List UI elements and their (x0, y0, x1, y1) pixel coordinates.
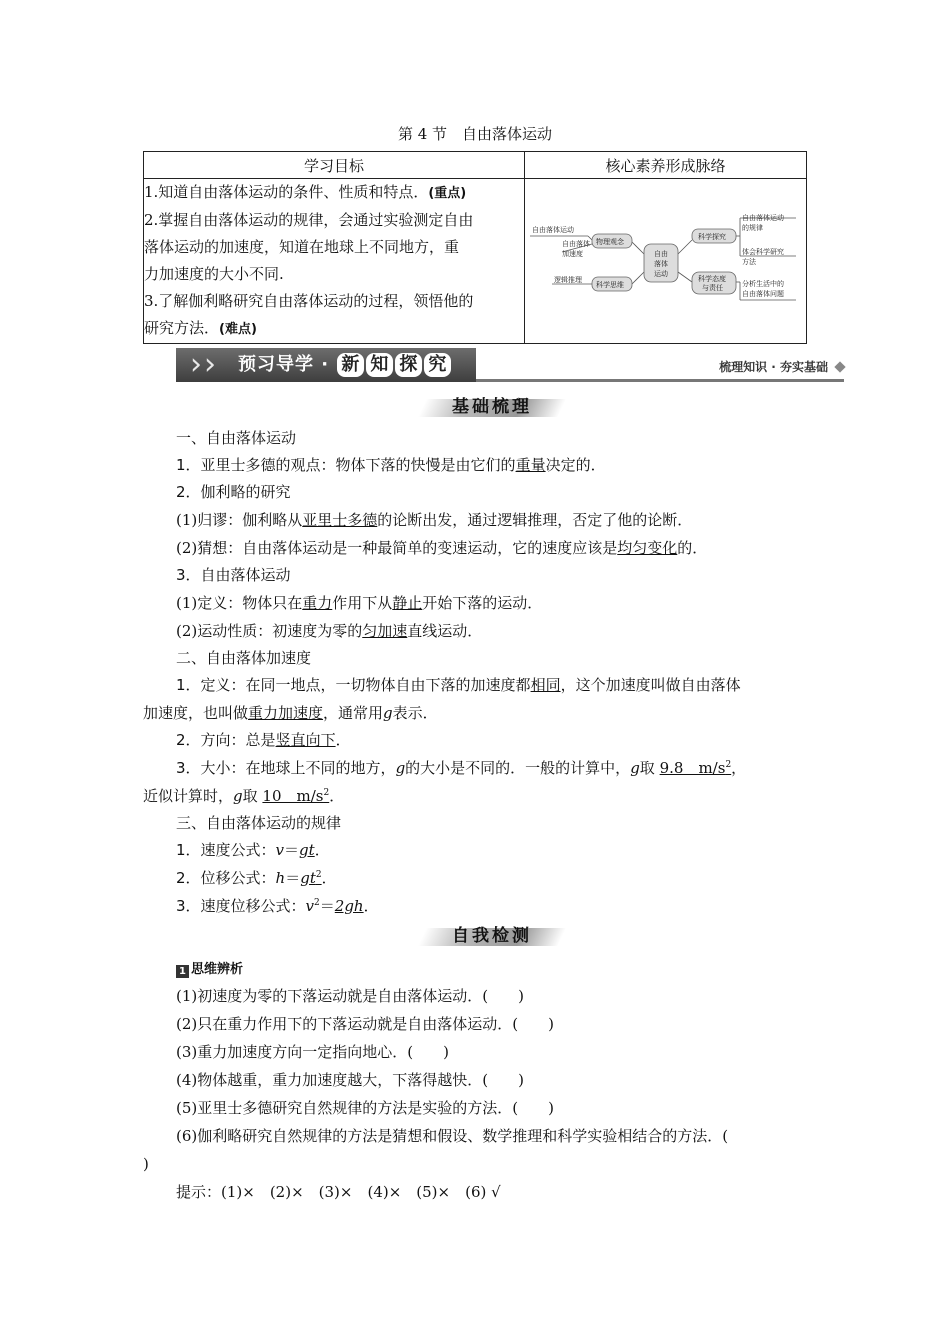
svg-text:科学思维: 科学思维 (596, 281, 624, 289)
paragraph: 1．定义：在同一地点，一切物体自由下落的加速度都相同，这个加速度叫做自由落体 (176, 676, 741, 694)
check-item: (6)伽利略研究自然规律的方法是猜想和假设、数学推理和科学实验相结合的方法．( (176, 1127, 729, 1145)
goal-line: 1.知道自由落体运动的条件、性质和特点．(重点) (144, 183, 467, 201)
formula-velocity-displacement: 3．速度位移公式：$v^2=2gh$． (176, 897, 379, 915)
svg-text:逻辑推理: 逻辑推理 (554, 276, 582, 284)
goal-line: 2.掌握自由落体运动的规律，会通过实验测定自由 (144, 211, 474, 229)
heading-1: 一、自由落体运动 (176, 429, 297, 447)
preview-banner (176, 348, 848, 386)
chevron-right-icon: › (204, 347, 216, 382)
banner-rule (476, 379, 844, 382)
svg-text:的规律: 的规律 (742, 224, 763, 232)
paragraph: 3．大小：在地球上不同的地方，g的大小是不同的．一般的计算中，g取 9.8 $m/s^2$， (176, 759, 747, 777)
goal-line: 3.了解伽利略研究自由落体运动的过程，领悟他的 (144, 292, 474, 310)
check-item: (2)只在重力作用下的下落运动就是自由落体运动．( ) (176, 1015, 554, 1033)
literacy-diagram (526, 184, 804, 334)
svg-text:体会科学研究: 体会科学研究 (742, 248, 784, 256)
formula-displacement: 2．位移公式：$h=gt^2$． (176, 869, 337, 887)
goal-line: 研究方法．(难点) (144, 319, 257, 337)
paragraph: 加速度，也叫做重力加速度，通常用g表示． (143, 704, 438, 722)
svg-text:自由落体运动: 自由落体运动 (742, 214, 784, 222)
check-item: (3)重力加速度方向一定指向地心．( ) (176, 1043, 449, 1061)
svg-text:方法: 方法 (742, 258, 756, 266)
banner-subtitle: 梳理知识 · 夯实基础 (719, 360, 828, 374)
learning-goals-header: 学习目标 (144, 152, 525, 179)
paragraph: (1)定义：物体只在重力作用下从静止开始下落的运动． (176, 594, 543, 612)
page-title: 第 4 节 自由落体运动 (397, 125, 553, 143)
heading-3: 三、自由落体运动的规律 (176, 814, 342, 832)
paragraph: (2)猜想：自由落体运动是一种最简单的变速运动，它的速度应该是均匀变化的． (176, 539, 708, 557)
check-item: (4)物体越重，重力加速度越大，下落得越快．( ) (176, 1071, 524, 1089)
learning-goals-cell (144, 179, 525, 344)
check-label: 1 思维辨析 (176, 960, 243, 980)
check-item: (5)亚里士多德研究自然规律的方法是实验的方法．( ) (176, 1099, 554, 1117)
svg-text:物理观念: 物理观念 (596, 238, 624, 246)
heading-2: 二、自由落体加速度 (176, 649, 312, 667)
svg-text:加速度: 加速度 (562, 250, 583, 258)
paragraph: 2．方向：总是竖直向下． (176, 731, 351, 749)
svg-text:落体: 落体 (654, 260, 668, 268)
banner-title: 预习导学 · 新 知 探 究 (238, 348, 452, 382)
core-literacy-header: 核心素养形成脉络 (525, 152, 807, 179)
section-heading-selfcheck: 自我检测 (422, 924, 562, 948)
svg-text:自由落体运动: 自由落体运动 (532, 226, 574, 234)
subheading: 2．伽利略的研究 (176, 483, 291, 501)
svg-text:与责任: 与责任 (702, 284, 723, 292)
svg-text:科学探究: 科学探究 (698, 233, 726, 241)
number-one-icon: 1 (176, 965, 189, 978)
svg-text:运动: 运动 (654, 270, 668, 278)
goal-line: 力加速度的大小不同. (144, 265, 284, 283)
paragraph: (1)归谬：伽利略从亚里士多德的论断出发，通过逻辑推理，否定了他的论断． (176, 511, 693, 529)
paragraph: 1．亚里士多德的观点：物体下落的快慢是由它们的重量决定的． (176, 456, 606, 474)
subheading: 3．自由落体运动 (176, 566, 291, 584)
check-item-tail: ) (143, 1155, 149, 1173)
svg-text:分析生活中的: 分析生活中的 (742, 280, 784, 288)
check-item: (1)初速度为零的下落运动就是自由落体运动．( ) (176, 987, 524, 1005)
goal-line: 落体运动的加速度，知道在地球上不同地方，重 (144, 238, 460, 256)
svg-text:科学态度: 科学态度 (698, 275, 726, 283)
chevron-right-icon: › (190, 347, 202, 382)
paragraph: 近似计算时，g取 10 $m/s^2$． (143, 787, 345, 805)
formula-velocity: 1．速度公式：v＝gt． (176, 841, 330, 859)
svg-text:自由落体问题: 自由落体问题 (742, 290, 784, 298)
svg-text:自由: 自由 (654, 250, 668, 258)
diamond-icon (834, 361, 845, 372)
section-heading-basics: 基础梳理 (422, 395, 562, 419)
hint-line: 提示：(1)× (2)× (3)× (4)× (5)× (6) √ (176, 1183, 501, 1201)
paragraph: (2)运动性质：初速度为零的匀加速直线运动． (176, 622, 483, 640)
svg-text:自由落体: 自由落体 (562, 240, 590, 248)
